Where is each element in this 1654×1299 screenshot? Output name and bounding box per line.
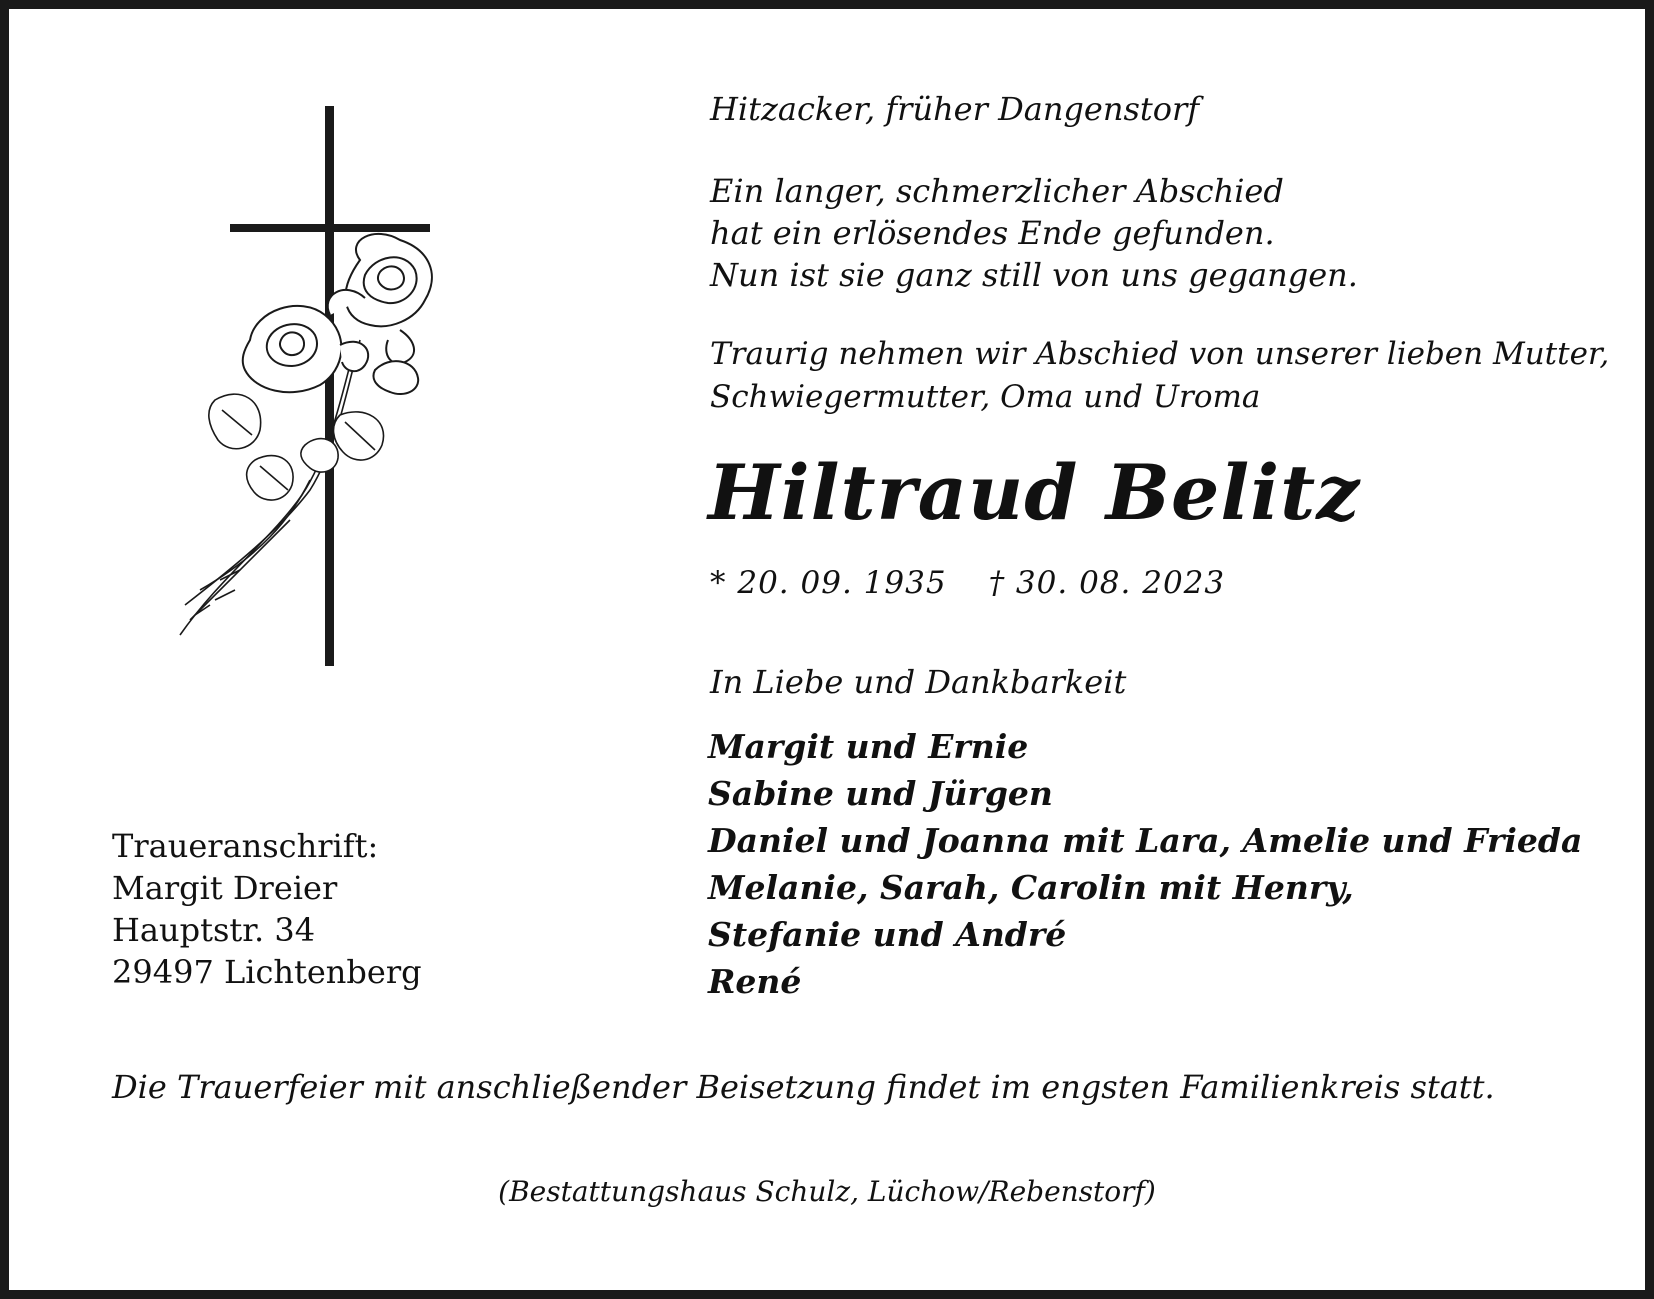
life-dates bbox=[710, 565, 1225, 601]
mourner-line: Melanie, Sarah, Carolin mit Henry, bbox=[708, 868, 1354, 907]
intro-line: Traurig nehmen wir Abschied von unserer lieben Mutter, bbox=[710, 336, 1610, 372]
deceased-name: Hiltraud Belitz bbox=[708, 448, 1361, 537]
undertaker-credit: (Bestattungshaus Schulz, Lüchow/Rebenstorf) bbox=[498, 1175, 1156, 1208]
mourner-line: René bbox=[708, 962, 802, 1001]
death-date: † 30. 08. 2023 bbox=[988, 565, 1226, 601]
mourner-line: Margit und Ernie bbox=[708, 727, 1029, 766]
birth-date: * 20. 09. 1935 bbox=[710, 565, 947, 601]
poem-line: Nun ist sie ganz still von uns gegangen. bbox=[710, 256, 1358, 294]
poem-line: Ein langer, schmerzlicher Abschied bbox=[710, 172, 1284, 210]
address-heading: Traueranschrift: bbox=[112, 827, 379, 865]
mourner-line: Sabine und Jürgen bbox=[708, 774, 1053, 813]
place-line: Hitzacker, früher Dangenstorf bbox=[710, 90, 1200, 128]
ceremony-note: Die Trauerfeier mit anschließender Beisetzung findet im engsten Familienkreis statt. bbox=[112, 1068, 1495, 1106]
dedication-line: In Liebe und Dankbarkeit bbox=[710, 663, 1127, 701]
mourners-list bbox=[708, 723, 1582, 1005]
address-street: Hauptstr. 34 bbox=[112, 911, 316, 949]
mourner-line: Daniel und Joanna mit Lara, Amelie und Frieda bbox=[708, 821, 1583, 860]
cross-with-roses-icon bbox=[160, 100, 460, 670]
address-city: 29497 Lichtenberg bbox=[112, 953, 422, 991]
intro-text bbox=[710, 333, 1609, 419]
intro-line: Schwiegermutter, Oma und Uroma bbox=[710, 379, 1261, 415]
mourner-line: Stefanie und André bbox=[708, 915, 1067, 954]
address-name: Margit Dreier bbox=[112, 869, 338, 907]
poem bbox=[710, 170, 1358, 296]
mourning-address bbox=[112, 825, 422, 993]
poem-line: hat ein erlösendes Ende gefunden. bbox=[710, 214, 1275, 252]
